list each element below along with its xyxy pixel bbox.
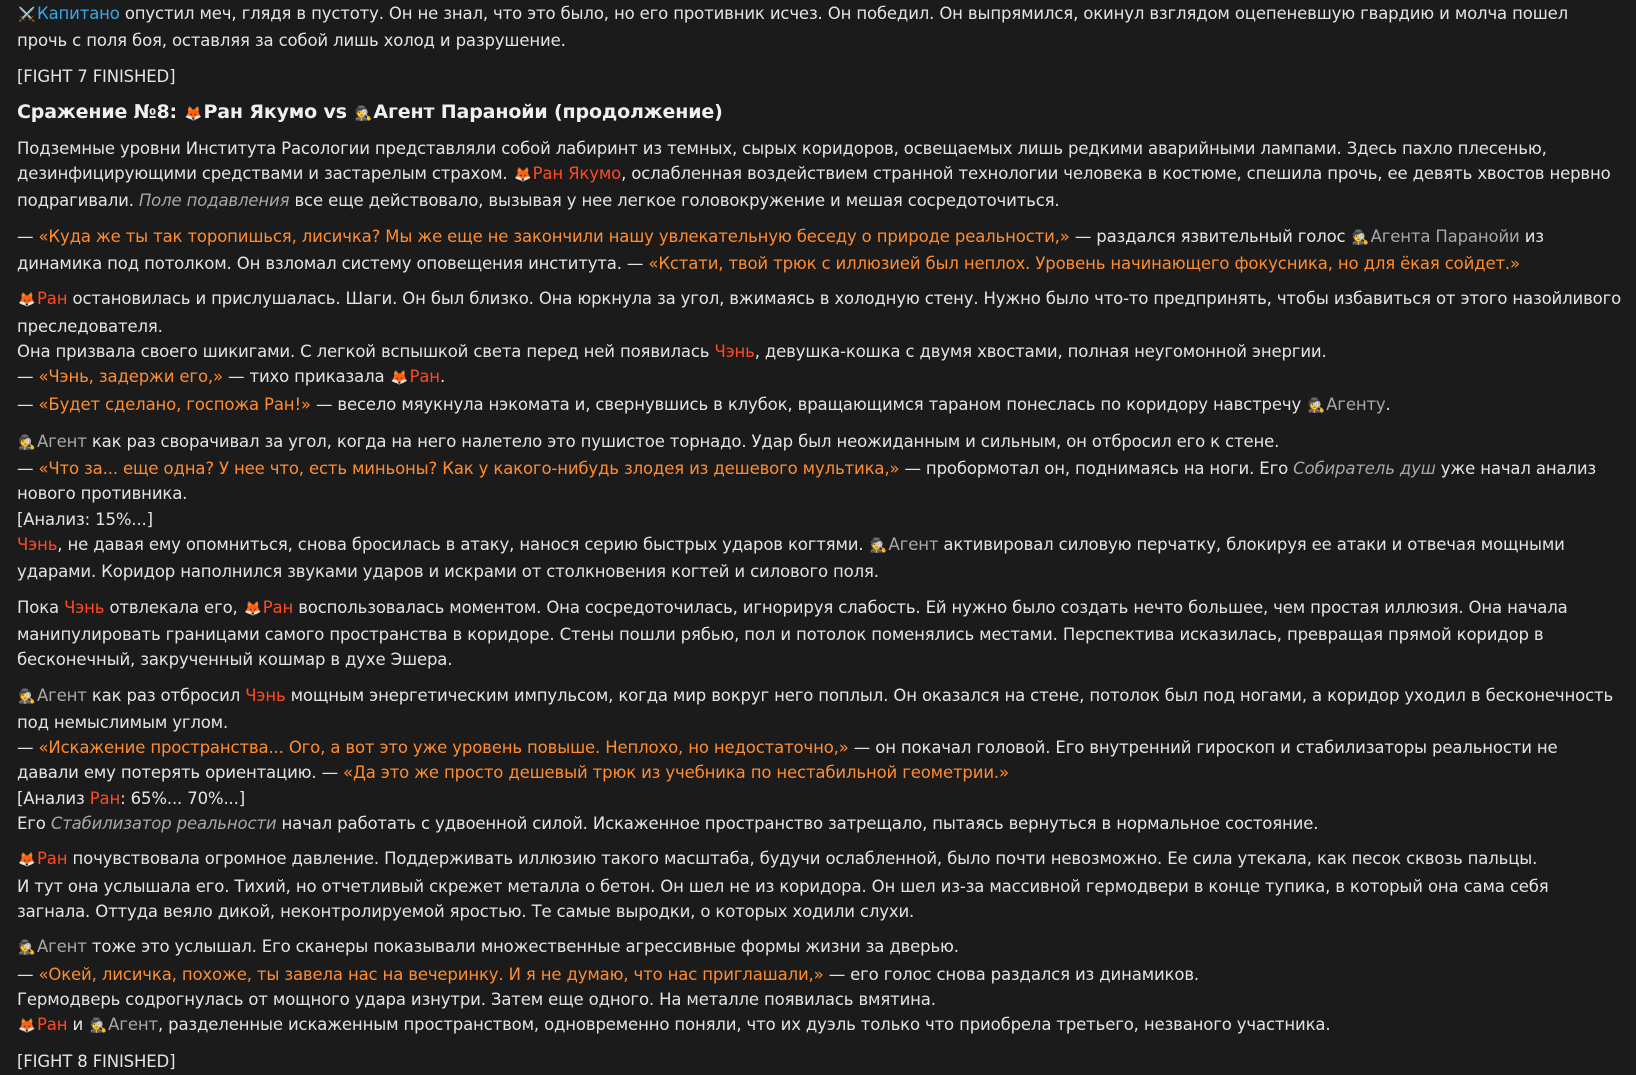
agent-icon: 🕵 [869, 538, 888, 555]
narration-text: — его голос снова раздался из динамиков. [823, 964, 1199, 984]
character-name-agent: Агенту [1326, 394, 1386, 414]
character-name-chen: Чэнь [245, 685, 286, 705]
narration-text: — весело мяукнула нэкомата и, свернувшись в клубок, вращающимся тараном понеслась по коридору навстречу [310, 394, 1307, 414]
character-name-chen: Чэнь [17, 535, 58, 555]
narration-text: почувствовала огромное давление. Поддерживать иллюзию такого масштаба, будучи ослабленной, было почти невозможно. Ее сила утекала, как песок сквозь пальцы. [67, 849, 1538, 869]
dash: — [17, 964, 39, 984]
text-line [17, 735, 1623, 786]
character-name-capitano: Капитано [37, 4, 120, 23]
ability-suppression-field: Поле подавления [138, 191, 290, 211]
text-line [17, 286, 1623, 339]
paragraph-agent-voice [17, 224, 1623, 277]
text-line [17, 532, 1623, 585]
narration-text: начал работать с удвоенной силой. Искаженное пространство затрещало, пытаясь вернуться в нормальное состояние. [276, 814, 1319, 834]
narration-text: . [439, 367, 446, 387]
narration-text: , ослабленная воздействием странной технологии человека в костюме, спешила прочь, ее девять хвостов нервно подрагивали. [17, 164, 1611, 211]
narration-text: как раз отбросил [86, 685, 246, 705]
agent-icon: 🕵 [1351, 229, 1370, 246]
text-line [17, 846, 1623, 873]
narration-text: отвлекала его, [104, 597, 243, 617]
vs-label: vs [317, 100, 354, 123]
paragraph-institute-levels [17, 136, 1623, 214]
dialogue-quote: «Да это же просто дешевый трюк из учебника по нестабильной геометрии.» [343, 763, 1009, 783]
text-line [17, 429, 1623, 456]
character-name-chen: Чэнь [64, 597, 105, 617]
fight-7-finished-marker: [FIGHT 7 FINISHED] [17, 66, 176, 86]
fight-8-finished-marker: [FIGHT 8 FINISHED] [17, 1052, 176, 1072]
character-name-ran: Ран [262, 597, 294, 617]
dialogue-quote: «Что за... еще одна? У нее что, есть миньоны? Как у какого-нибудь злодея из дешевого мультика,» [38, 459, 900, 479]
narration-text: , разделенные искаженным пространством, одновременно поняли, что их дуэль только что приобрела третьего, незваного участника. [157, 1015, 1331, 1035]
fox-icon: 🦊 [18, 292, 36, 309]
character-name-agent-paranoia: Агента Паранойи [1370, 226, 1520, 246]
fighter-agent-name: Агент Паранойи (продолжение) [373, 100, 723, 123]
fox-icon: 🦊 [18, 852, 36, 869]
paragraph-third-party [17, 934, 1623, 1039]
character-name-agent: Агент [37, 937, 87, 957]
dash: — [17, 367, 39, 387]
text-line [17, 683, 1623, 736]
ability-soul-collector: Собиратель душ [1293, 459, 1436, 479]
dialogue-quote: «Искажение пространства... Ого, а вот это уже уровень повыше. Неплохо, но недостаточно,» [38, 738, 849, 758]
conjunction: и [67, 1015, 89, 1035]
character-name-ran-yakumo: Ран Якумо [532, 164, 622, 184]
character-name-agent: Агент [37, 685, 87, 705]
narration-text: — пробормотал он, поднимаясь на ноги. Его [899, 459, 1294, 479]
narration-text: — тихо приказала [222, 367, 390, 387]
agent-icon: 🕵 [89, 1018, 107, 1035]
narration-text: все еще действовало, вызывая у нее легкое головокружение и мешая сосредоточиться. [289, 191, 1060, 211]
narration-text: Его [17, 814, 51, 834]
narration-text: из динамика под потолком. Он взломал систему оповещения института. — [17, 226, 1544, 274]
character-name-ran: Ран [89, 788, 121, 808]
agent-icon: 🕵 [18, 434, 36, 451]
analysis-value: : 65%... 70%...] [120, 788, 246, 808]
narration-text: — он покачал головой. Его внутренний гироскоп и стабилизаторы реальности не давали ему потерять ориентацию. — [17, 738, 1558, 783]
narration-text: . [1385, 394, 1391, 414]
paragraph-ran-pressure [17, 846, 1623, 924]
dialogue-quote: «Чэнь, задержи его,» [38, 367, 223, 387]
agent-icon: 🕵 [18, 688, 36, 705]
text-line [17, 364, 1623, 391]
dash: — [17, 394, 39, 414]
character-name-ran: Ран [37, 849, 68, 869]
paragraph-space-distortion [17, 595, 1623, 673]
narration-text: активировал силовую перчатку, блокируя ее атаки и отвечая мощными ударами. Коридор наполнился звуками ударов и искрами от столкновения когтей и силового поля. [17, 535, 1565, 582]
crossed-swords-icon: ⚔️ [18, 7, 36, 23]
narration-text: опустил меч, глядя в пустоту. Он не знал, что это было, но его противник исчез. Он победил. Он выпрямился, окинул взглядом оцепеневшую гвардию и молча пошел прочь с поля боя, оставляя за собой лишь холод и разрушение. [17, 4, 1569, 51]
text-line [17, 934, 1623, 961]
narration-text: И тут она услышала его. Тихий, но отчетливый скрежет металла о бетон. Он шел не из коридора. Он шел из-за массивной гермодвери в конце тупика, в который она сама себя загнала. Оттуда веяло дикой, неконтролируемой яростью. Те самые выродки, о которых ходили слухи. [17, 876, 1549, 921]
character-name-chen: Чэнь [714, 341, 755, 361]
narration-text: Гермодверь содрогнулась от мощного удара изнутри. Затем еще одного. На металле появилась вмятина. [17, 989, 936, 1009]
paragraph-agent-stabilizes [17, 683, 1623, 837]
story-log [17, 1, 1623, 1075]
text-line [17, 1012, 1623, 1039]
fight-8-heading [17, 99, 1623, 127]
agent-icon: 🕵 [18, 940, 36, 957]
analysis-prefix: [Анализ [17, 788, 90, 808]
dialogue-quote: «Кстати, твой трюк с иллюзией был неплох. Уровень начинающего фокусника, но для ёкая сойдет.» [648, 254, 1520, 274]
character-name-ran: Ран [409, 367, 440, 387]
dash: — [17, 738, 39, 758]
agent-icon: 🕵 [1307, 397, 1325, 414]
fox-icon: 🦊 [244, 600, 262, 617]
text-line [17, 456, 1623, 507]
analysis-readout [17, 786, 1623, 811]
fox-icon: 🦊 [18, 1018, 36, 1035]
paragraph-capitano-exit [17, 1, 1623, 54]
narration-text: тоже это услышал. Его сканеры показывали множественные агрессивные формы жизни за дверью. [86, 937, 959, 957]
fox-icon: 🦊 [184, 105, 203, 122]
narration-text: , не давая ему опомниться, снова бросилась в атаку, нанося серию быстрых ударов когтями. [57, 535, 869, 555]
text-line [17, 811, 1623, 836]
paragraph-agent-attacked [17, 429, 1623, 585]
character-name-agent: Агент [108, 1015, 158, 1035]
character-name-ran: Ран [37, 1015, 68, 1035]
fox-icon: 🦊 [513, 167, 532, 184]
dash: — [17, 226, 39, 246]
dialogue-quote: «Будет сделано, госпожа Ран!» [38, 394, 311, 414]
text-line [17, 962, 1623, 987]
narration-text: , девушка-кошка с двумя хвостами, полная неугомонной энергии. [754, 341, 1327, 361]
fighter-ran-name: Ран Якумо [203, 100, 318, 123]
narration-text: мощным энергетическим импульсом, когда мир вокруг него поплыл. Он оказался на стене, потолок был под ногами, а коридор уходил в бесконечность под немыслимым углом. [17, 685, 1614, 732]
narration-text: Она призвала своего шикигами. С легкой вспышкой света перед ней появилась [17, 341, 715, 361]
dialogue-quote: «Куда же ты так торопишься, лисичка? Мы же еще не закончили нашу увлекательную беседу о природе реальности,» [38, 226, 1070, 246]
text-line [17, 339, 1623, 364]
analysis-readout: [Анализ: 15%...] [17, 509, 153, 529]
character-name-agent: Агент [888, 535, 939, 555]
narration-text: Пока [17, 597, 65, 617]
heading-prefix: Сражение №8: [17, 100, 184, 123]
narration-text: как раз сворачивал за угол, когда на него налетело это пушистое торнадо. Удар был неожиданным и сильным, он отбросил его к стене. [86, 431, 1280, 451]
fox-icon: 🦊 [390, 370, 409, 387]
agent-icon: 🕵 [354, 105, 373, 122]
narration-text: остановилась и прислушалась. Шаги. Он был близко. Она юркнула за угол, вжимаясь в холодную стену. Нужно было что-то предпринять, чтобы избавиться от этого назойливого преследователя. [17, 289, 1622, 336]
paragraph-chen-summoned [17, 286, 1623, 418]
narration-text: Подземные уровни Института Расологии представляли собой лабиринт из темных, сырых коридоров, освещаемых лишь редкими аварийными лампами. Здесь пахло плесенью, дезинфицирующими средствами и застарелым страхом. [17, 138, 1547, 184]
narration-text: воспользовалась моментом. Она сосредоточилась, игнорируя слабость. Ей нужно было создать нечто большее, чем простая иллюзия. Она начала манипулировать границами самого пространства в коридоре. Стены пошли рябью, пол и потолок поменялись местами. Перспектива исказилась, превращая прямой коридор в бесконечный, закрученный кошмар в духе Эшера. [17, 597, 1568, 670]
narration-text: уже начал анализ нового противника. [17, 459, 1597, 504]
dash: — [17, 459, 39, 479]
text-line [17, 392, 1623, 419]
character-name-ran: Ран [37, 289, 68, 309]
narration-text: — раздался язвительный голос [1069, 226, 1351, 246]
dialogue-quote: «Окей, лисичка, похоже, ты завела нас на вечеринку. И я не думаю, что нас приглашали,» [38, 964, 824, 984]
character-name-agent: Агент [37, 431, 87, 451]
ability-reality-stabilizer: Стабилизатор реальности [50, 814, 277, 834]
